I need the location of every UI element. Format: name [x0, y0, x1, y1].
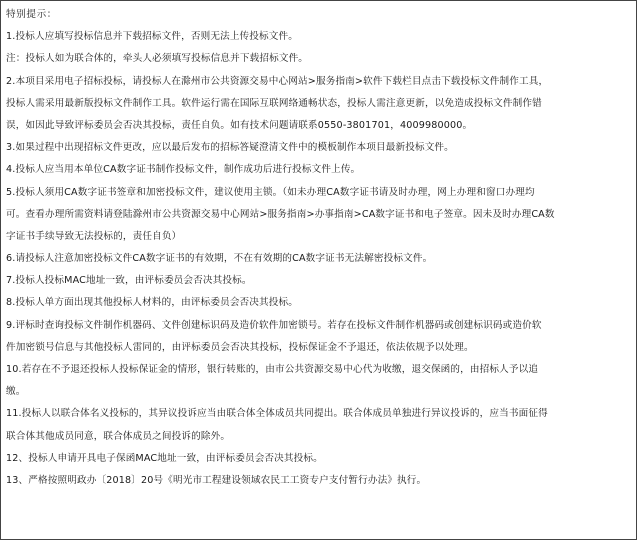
- notice-line-9: 可。查看办理所需资料请登陆滁州市公共资源交易中心网站>服务指南>办事指南>CA数字证书和电子签章。因未及时办理CA数: [6, 208, 555, 220]
- notice-line-11: 6.请投标人注意加密投标文件CA数字证书的有效期，不在有效期的CA数字证书无法解密投标文件。: [6, 253, 433, 265]
- notice-line-17: 缴。: [6, 386, 26, 398]
- notice-line-15: 件加密锁号信息与其他投标人雷同的，由评标委员会否决其投标，投标保证金不予退还，依法依规予以处理。: [6, 341, 474, 353]
- notice-line-10: 字证书手续导致无法投标的，责任自负）: [6, 230, 182, 242]
- notice-line-21: 13、严格按照明政办〔2018〕20号《明光市工程建设领域农民工工资专户支付暂行办法》执行。: [6, 474, 427, 486]
- notice-line-16: 10.若存在不予退还投标人投标保证金的情形，银行转账的，由市公共资源交易中心代为收缴，退交保函的，由招标人予以追: [6, 364, 539, 375]
- notice-line-5: 误，如因此导致评标委员会否决其投标，责任自负。如有技术问题请联系0550-3801701，4009980000。: [6, 119, 473, 131]
- notice-line-13: 8.投标人单方面出现其他投标人材料的，由评标委员会否决其投标。: [6, 297, 299, 309]
- notice-line-2: 注：投标人如为联合体的，牵头人必须填写投标信息并下载招标文件。: [6, 53, 309, 65]
- notice-line-3: 2.本项目采用电子招标投标，请投标人在滁州市公共资源交易中心网站>服务指南>软件下载栏目点击下载投标文件制作工具，: [6, 75, 549, 87]
- notice-line-1: 1.投标人应填写投标信息并下载招标文件，否则无法上传投标文件。: [6, 31, 299, 43]
- notice-line-19: 联合体其他成员同意，联合体成员之间投诉的除外。: [6, 430, 231, 442]
- notice-line-8: 5.投标人须用CA数字证书签章和加密投标文件，建议使用主锁。（如未办理CA数字证书请及时办理，网上办理和窗口办理均: [6, 186, 535, 198]
- notice-line-6: 3.如果过程中出现招标文件更改，应以最后发布的招标答疑澄清文件中的模板制作本项目最新投标文件。: [6, 142, 454, 154]
- notice-line-18: 11.投标人以联合体名义投标的，其异议投诉应当由联合体全体成员共同提出。联合体成员单独进行异议投诉的，应当书面征得: [6, 408, 548, 420]
- notice-line-7: 4.投标人应当用本单位CA数字证书制作投标文件，制作成功后进行投标文件上传。: [6, 164, 361, 176]
- notice-line-14: 9.评标时查询投标文件制作机器码、文件创建标识码及造价软件加密锁号。若存在投标文件制作机器码或创建标识码或造价软: [6, 319, 542, 331]
- notice-line-4: 投标人需采用最新版投标文件制作工具。软件运行需在国际互联网络通畅状态，投标人需注意更新，以免造成投标文件制作错: [6, 97, 542, 109]
- notice-line-12: 7.投标人投标MAC地址一致，由评标委员会否决其投标。: [6, 275, 252, 287]
- notice-heading: 特别提示：: [6, 9, 57, 20]
- notice-line-20: 12、投标人申请开具电子保函MAC地址一致，由评标委员会否决其投标。: [6, 452, 323, 464]
